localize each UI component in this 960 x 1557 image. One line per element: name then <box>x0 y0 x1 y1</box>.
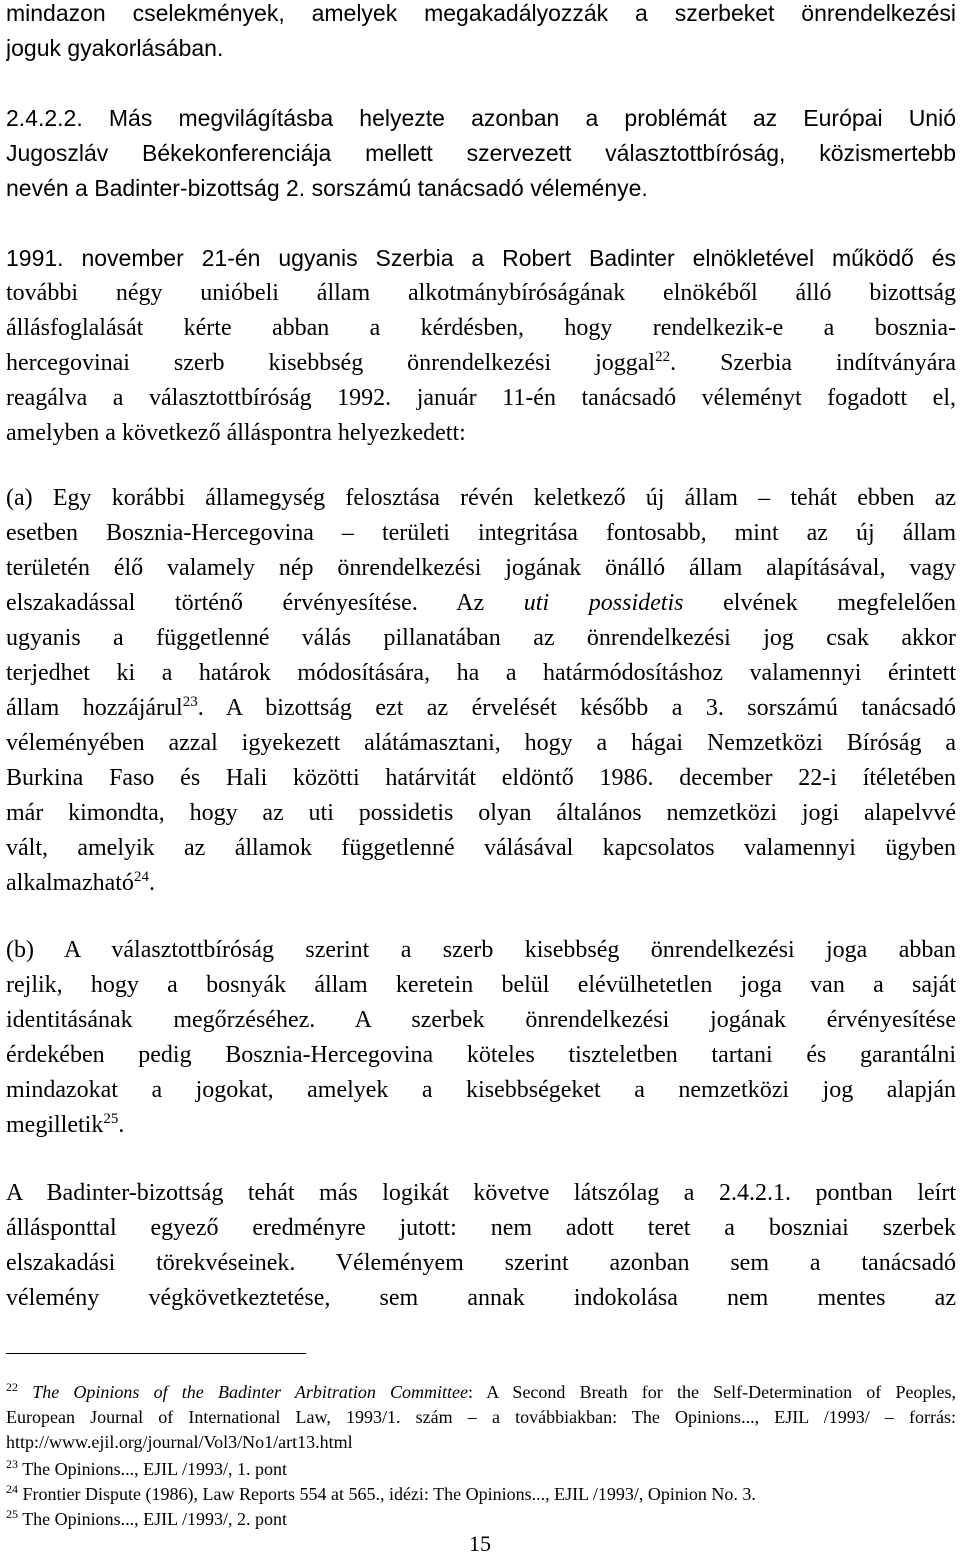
footnote-number: 22 <box>6 1380 18 1394</box>
text-run: alkalmazható <box>6 870 134 896</box>
footnote-title: The Opinions of the Badinter Arbitration Committee <box>32 1382 469 1402</box>
paragraph-line: állásponttal egyező eredményre jutott: nem adott teret a boszniai szerbek <box>6 1215 956 1241</box>
paragraph-a <box>6 481 956 901</box>
paragraph-line: 1991. november 21-én ugyanis Szerbia a Robert Badinter elnökletével működő és <box>6 245 956 271</box>
paragraph-line: (b) A választottbíróság szerint a szerb kisebbség önrendelkezési joga abban <box>6 937 956 963</box>
footnote-24 <box>6 1482 956 1507</box>
intro-paragraph <box>6 0 956 66</box>
footnote-separator <box>6 1353 306 1354</box>
paragraph-line: reagálva a választottbíróság 1992. január 11-én tanácsadó véleményt fogadott el, <box>6 385 956 411</box>
footnote-ref: 25 <box>103 1111 119 1127</box>
text-run: Frontier Dispute (1986), Law Reports 554 at 565., idézi: The Opinions..., EJIL /1993/, Opinion No. 3. <box>22 1484 756 1504</box>
footnote-url: http://www.ejil.org/journal/Vol3/No1/art13.html <box>6 1432 353 1452</box>
paragraph-line <box>6 691 956 726</box>
paragraph-line: esetben Bosznia-Hercegovina – területi integritása fontosabb, mint az új állam <box>6 520 956 546</box>
paragraph-line: (a) Egy korábbi államegység felosztása révén keletkező új állam – tehát ebben az <box>6 485 956 511</box>
paragraph-line: identitásának megőrzéséhez. A szerbek önrendelkezési jogának érvényesítése <box>6 1007 956 1033</box>
text-run: elvének megfelelően <box>683 590 956 616</box>
footnote-ref: 23 <box>182 694 198 710</box>
section-line: nevén a Badinter-bizottság 2. sorszámú tanácsadó véleménye. <box>6 175 648 201</box>
paragraph-line: már kimondta, hogy az uti possidetis olyan általános nemzetközi jogi alapelvvé <box>6 800 956 826</box>
italic-term: uti possidetis <box>523 590 684 616</box>
footnote-ref: 22 <box>655 349 671 365</box>
footnote-number: 24 <box>6 1482 18 1496</box>
footnote-ref: 24 <box>133 869 149 885</box>
footnote-line <box>6 1482 956 1507</box>
text-run: megilletik <box>6 1112 104 1138</box>
paragraph-line: területén élő valamely nép önrendelkezési jogának önálló állam alapításával, vagy <box>6 555 956 581</box>
text-run: . Szerbia indítványára <box>670 350 956 376</box>
text-run: The Opinions..., EJIL /1993/, 2. pont <box>22 1509 288 1529</box>
paragraph-line: ugyanis a függetlenné válás pillanatában az önrendelkezési jog csak akkor <box>6 625 956 651</box>
page-number: 15 <box>469 1531 491 1556</box>
footnote-line <box>6 1457 956 1482</box>
paragraph-line: terjedhet ki a határok módosítására, ha a határmódosításhoz valamennyi érintett <box>6 660 956 686</box>
text-run: hercegovinai szerb kisebbség önrendelkezési joggal <box>6 350 656 376</box>
text-run: . <box>148 870 155 896</box>
paragraph-line <box>6 586 956 621</box>
paragraph-line: rejlik, hogy a bosnyák állam keretein belül elévülhetetlen joga van a saját <box>6 972 956 998</box>
paragraph-1991 <box>6 241 956 451</box>
section-paragraph <box>6 101 956 206</box>
paragraph-line <box>6 866 956 901</box>
paragraph-line: véleményében azzal igyekezett alátámasztani, hogy a hágai Nemzetközi Bíróság a <box>6 730 956 756</box>
intro-line: joguk gyakorlásában. <box>6 35 224 61</box>
paragraph-line: elszakadási törekvéseinek. Véleményem szerint azonban sem a tanácsadó <box>6 1250 956 1276</box>
text-run: The Opinions..., EJIL /1993/, 1. pont <box>22 1459 288 1479</box>
text-run: állam hozzájárul <box>6 695 183 721</box>
paragraph-line: vélemény végkövetkeztetése, sem annak indokolása nem mentes az <box>6 1285 956 1311</box>
footnote-number: 23 <box>6 1457 18 1471</box>
section-line: 2.4.2.2. Más megvilágításba helyezte azonban a problémát az Európai Unió <box>6 105 956 131</box>
footnote-22 <box>6 1380 956 1455</box>
footnote-23 <box>6 1457 956 1482</box>
paragraph-line: amelyben a következő álláspontra helyezkedett: <box>6 420 466 446</box>
footnote-25 <box>6 1507 956 1532</box>
paragraph-line: mindazokat a jogokat, amelyek a kisebbségeket a nemzetközi jog alapján <box>6 1077 956 1103</box>
paragraph-line <box>6 1108 956 1143</box>
paragraph-line: Burkina Faso és Hali közötti határvitát eldöntő 1986. december 22-i ítéletében <box>6 765 956 791</box>
text-run: . <box>118 1112 125 1138</box>
paragraph-b <box>6 933 956 1143</box>
footnote-line <box>6 1507 956 1532</box>
paragraph-line <box>6 346 956 381</box>
paragraph-line: vált, amelyik az államok függetlenné válásával kapcsolatos valamennyi ügyben <box>6 835 956 861</box>
paragraph-line: A Badinter-bizottság tehát más logikát követve látszólag a 2.4.2.1. pontban leírt <box>6 1180 956 1206</box>
text-run: . A bizottság ezt az érvelését később a 3. sorszámú tanácsadó <box>197 695 956 721</box>
paragraph-line: további négy unióbeli állam alkotmánybíróságának elnökéből álló bizottság <box>6 280 956 306</box>
footnote-line <box>6 1380 956 1405</box>
text-run: elszakadással történő érvényesítése. Az <box>6 590 524 616</box>
footnote-number: 25 <box>6 1507 18 1521</box>
paragraph-line: állásfoglalását kérte abban a kérdésben, hogy rendelkezik-e a bosznia- <box>6 315 956 341</box>
text-run: : A Second Breath for the Self-Determination of Peoples, <box>468 1382 956 1402</box>
paragraph-conclusion <box>6 1176 956 1316</box>
footnote-line: European Journal of International Law, 1993/1. szám – a továbbiakban: The Opinions..., EJIL /1993/ – forrás: <box>6 1407 956 1427</box>
intro-line: mindazon cselekmények, amelyek megakadályozzák a szerbeket önrendelkezési <box>6 0 956 26</box>
section-line: Jugoszláv Békekonferenciája mellett szervezett választottbíróság, közismertebb <box>6 140 956 166</box>
paragraph-line: érdekében pedig Bosznia-Hercegovina köteles tiszteletben tartani és garantálni <box>6 1042 956 1068</box>
